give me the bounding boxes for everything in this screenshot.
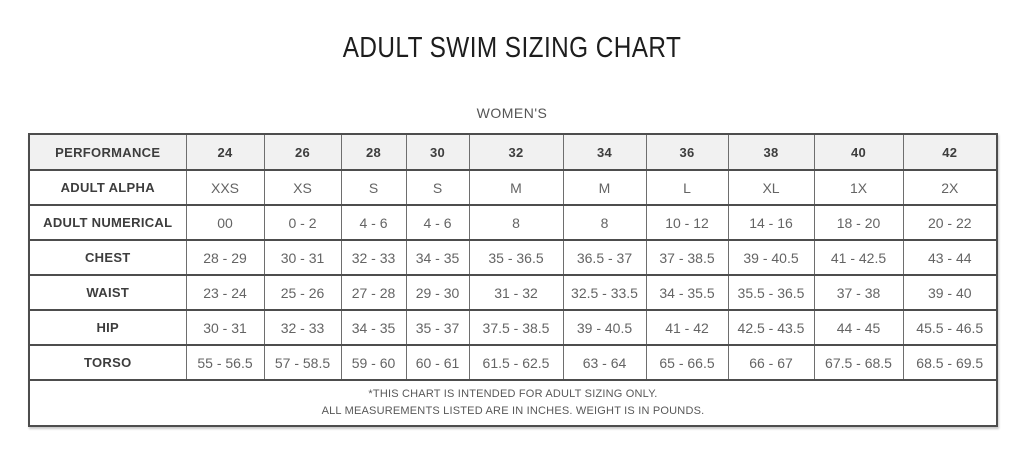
- size-value: XL: [728, 170, 814, 205]
- column-header-24: 24: [186, 134, 264, 170]
- size-value: 57 - 58.5: [264, 345, 341, 380]
- size-value: 4 - 6: [341, 205, 406, 240]
- section-label: WOMEN'S: [476, 105, 548, 121]
- size-value: 41 - 42.5: [814, 240, 903, 275]
- table-row: [29, 275, 997, 310]
- size-value: 59 - 60: [341, 345, 406, 380]
- size-value: 39 - 40.5: [728, 240, 814, 275]
- size-value: 68.5 - 69.5: [903, 345, 997, 380]
- table-row: [29, 170, 997, 205]
- footnote-cell: [29, 380, 997, 426]
- size-value: 00: [186, 205, 264, 240]
- size-value: 43 - 44: [903, 240, 997, 275]
- column-header-38: 38: [728, 134, 814, 170]
- size-value: 55 - 56.5: [186, 345, 264, 380]
- size-value: 34 - 35.5: [646, 275, 728, 310]
- column-header-28: 28: [341, 134, 406, 170]
- footnote-line-2: ALL MEASUREMENTS LISTED ARE IN INCHES. WEIGHT IS IN POUNDS.: [321, 405, 705, 418]
- size-value: XXS: [186, 170, 264, 205]
- size-value: 65 - 66.5: [646, 345, 728, 380]
- footnote-line-1: *THIS CHART IS INTENDED FOR ADULT SIZING ONLY.: [368, 388, 658, 400]
- row-label: WAIST: [29, 275, 186, 310]
- size-value: 10 - 12: [646, 205, 728, 240]
- size-value: 36.5 - 37: [563, 240, 646, 275]
- size-value: S: [406, 170, 469, 205]
- row-label: CHEST: [29, 240, 186, 275]
- size-value: 4 - 6: [406, 205, 469, 240]
- size-value: 39 - 40: [903, 275, 997, 310]
- row-label: ADULT NUMERICAL: [29, 205, 186, 240]
- size-value: 18 - 20: [814, 205, 903, 240]
- size-value: 63 - 64: [563, 345, 646, 380]
- size-value: 27 - 28: [341, 275, 406, 310]
- size-value: 60 - 61: [406, 345, 469, 380]
- size-value: 28 - 29: [186, 240, 264, 275]
- row-label: HIP: [29, 310, 186, 345]
- column-header-40: 40: [814, 134, 903, 170]
- size-value: 66 - 67: [728, 345, 814, 380]
- size-value: 30 - 31: [264, 240, 341, 275]
- table-row: [29, 345, 997, 380]
- size-value: 30 - 31: [186, 310, 264, 345]
- size-value: 45.5 - 46.5: [903, 310, 997, 345]
- size-value: M: [469, 170, 563, 205]
- size-value: 35.5 - 36.5: [728, 275, 814, 310]
- table-row: [29, 205, 997, 240]
- table-header-row: [29, 134, 997, 170]
- page-title: ADULT SWIM SIZING CHART: [342, 32, 682, 64]
- table-footer-row: [29, 380, 997, 426]
- corner-header-performance: PERFORMANCE: [29, 134, 186, 170]
- column-header-30: 30: [406, 134, 469, 170]
- table-row: [29, 310, 997, 345]
- column-header-32: 32: [469, 134, 563, 170]
- size-value: 34 - 35: [406, 240, 469, 275]
- size-value: 37 - 38.5: [646, 240, 728, 275]
- size-value: 35 - 36.5: [469, 240, 563, 275]
- size-value: S: [341, 170, 406, 205]
- row-label: ADULT ALPHA: [29, 170, 186, 205]
- size-value: 32 - 33: [264, 310, 341, 345]
- size-value: 67.5 - 68.5: [814, 345, 903, 380]
- size-value: 20 - 22: [903, 205, 997, 240]
- row-label: TORSO: [29, 345, 186, 380]
- column-header-42: 42: [903, 134, 997, 170]
- size-value: 14 - 16: [728, 205, 814, 240]
- size-value: 35 - 37: [406, 310, 469, 345]
- size-value: 1X: [814, 170, 903, 205]
- size-value: M: [563, 170, 646, 205]
- size-value: 42.5 - 43.5: [728, 310, 814, 345]
- size-value: 34 - 35: [341, 310, 406, 345]
- size-value: 23 - 24: [186, 275, 264, 310]
- column-header-36: 36: [646, 134, 728, 170]
- size-value: XS: [264, 170, 341, 205]
- size-value: L: [646, 170, 728, 205]
- column-header-34: 34: [563, 134, 646, 170]
- size-value: 32 - 33: [341, 240, 406, 275]
- size-value: 41 - 42: [646, 310, 728, 345]
- table-row: [29, 240, 997, 275]
- table-body: [29, 170, 997, 380]
- sizing-table: [28, 133, 998, 427]
- size-value: 8: [469, 205, 563, 240]
- size-value: 29 - 30: [406, 275, 469, 310]
- size-value: 61.5 - 62.5: [469, 345, 563, 380]
- size-value: 31 - 32: [469, 275, 563, 310]
- size-value: 37.5 - 38.5: [469, 310, 563, 345]
- size-value: 8: [563, 205, 646, 240]
- size-value: 2X: [903, 170, 997, 205]
- size-value: 32.5 - 33.5: [563, 275, 646, 310]
- size-value: 44 - 45: [814, 310, 903, 345]
- column-header-26: 26: [264, 134, 341, 170]
- size-value: 25 - 26: [264, 275, 341, 310]
- size-value: 0 - 2: [264, 205, 341, 240]
- sizing-table-container: [28, 133, 998, 427]
- size-value: 37 - 38: [814, 275, 903, 310]
- size-value: 39 - 40.5: [563, 310, 646, 345]
